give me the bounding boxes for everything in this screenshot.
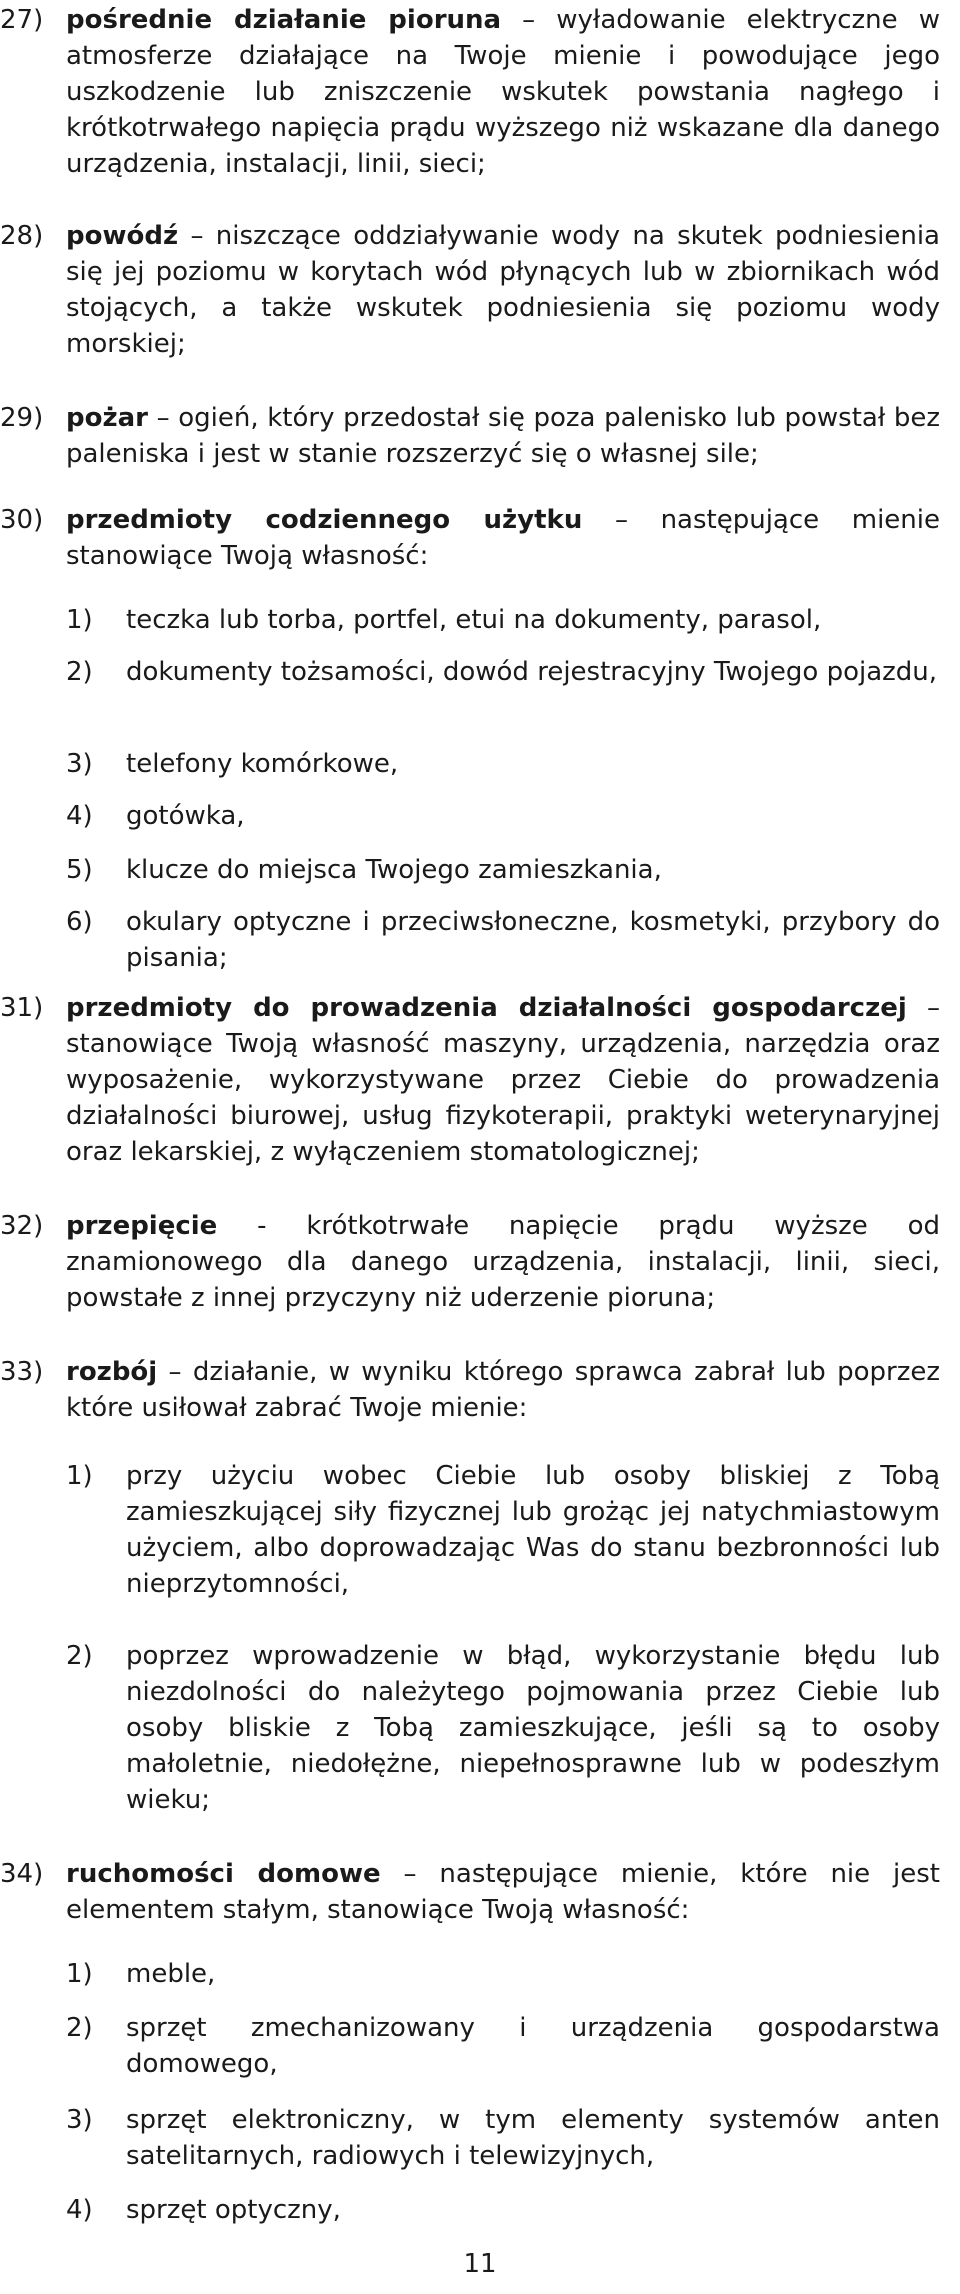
- definition-34-item-2: [66, 2010, 940, 2082]
- definition-term: przepięcie: [66, 1211, 218, 1241]
- definition-30-item-3: [66, 746, 940, 782]
- item-number: 1): [66, 605, 93, 635]
- definition-text: – następujące mienie, które nie jest elementem stałym, stanowiące Twoją własność:: [66, 1859, 940, 1925]
- definition-number: 33): [0, 1357, 44, 1387]
- definition-32: [0, 1208, 940, 1316]
- item-text: sprzęt elektroniczny, w tym elementy systemów anten satelitarnych, radiowych i telewizyjnych,: [126, 2105, 940, 2171]
- item-number: 4): [66, 801, 93, 831]
- definition-34: [0, 1856, 940, 1928]
- definition-number: 29): [0, 403, 44, 433]
- page-number: 11: [463, 2249, 497, 2279]
- definition-body: [66, 1208, 940, 1316]
- definition-term: przedmioty codziennego użytku: [66, 505, 583, 535]
- definition-body: [66, 2, 940, 182]
- definition-34-item-4: [66, 2192, 940, 2228]
- definition-text: – działanie, w wyniku którego sprawca zabrał lub poprzez które usiłował zabrać Twoje mienie:: [66, 1357, 940, 1423]
- definition-body: [66, 218, 940, 362]
- item-text: klucze do miejsca Twojego zamieszkania,: [126, 855, 662, 885]
- definition-34-item-1: [66, 1956, 940, 1992]
- definition-30-item-6: [66, 904, 940, 976]
- definition-text: – ogień, który przedostał się poza palenisko lub powstał bez paleniska i jest w stanie rozszerzyć się o własnej sile;: [66, 403, 940, 469]
- item-text: okulary optyczne i przeciwsłoneczne, kosmetyki, przybory do pisania;: [126, 907, 940, 973]
- definition-30-item-2: [66, 654, 940, 690]
- definition-number: 31): [0, 993, 44, 1023]
- definition-29: [0, 400, 940, 472]
- item-number: 1): [66, 1959, 93, 1989]
- definition-term: przedmioty do prowadzenia działalności gospodarczej: [66, 993, 907, 1023]
- definition-text: – następujące mienie stanowiące Twoją własność:: [66, 505, 940, 571]
- definition-31: [0, 990, 940, 1170]
- definition-text: - krótkotrwałe napięcie prądu wyższe od znamionowego dla danego urządzenia, instalacji, linii, sieci, powstałe z innej przyczyny niż uderzenie pioruna;: [66, 1211, 940, 1313]
- item-number: 2): [66, 657, 93, 687]
- definition-30: [0, 502, 940, 574]
- item-text: meble,: [126, 1959, 216, 1989]
- definition-30-item-5: [66, 852, 940, 888]
- item-number: 6): [66, 907, 93, 937]
- definition-number: 32): [0, 1211, 44, 1241]
- definition-number: 34): [0, 1859, 44, 1889]
- definition-34-item-3: [66, 2102, 940, 2174]
- definition-33: [0, 1354, 940, 1426]
- definition-term: pożar: [66, 403, 148, 433]
- definition-27: [0, 2, 940, 182]
- item-number: 2): [66, 1641, 93, 1671]
- item-number: 2): [66, 2013, 93, 2043]
- definition-number: 30): [0, 505, 44, 535]
- item-text: poprzez wprowadzenie w błąd, wykorzystanie błędu lub niezdolności do należytego pojmowania przez Ciebie lub osoby bliskie z Tobą zamieszkujące, jeśli są to osoby małoletnie, niedołężne, niepełnosprawne lub w podeszłym wieku;: [126, 1641, 940, 1815]
- definition-term: ruchomości domowe: [66, 1859, 381, 1889]
- item-text: telefony komórkowe,: [126, 749, 399, 779]
- item-text: sprzęt optyczny,: [126, 2195, 341, 2225]
- item-number: 3): [66, 749, 93, 779]
- definition-30-item-4: [66, 798, 940, 834]
- definition-term: pośrednie działanie pioruna: [66, 5, 502, 35]
- item-text: dokumenty tożsamości, dowód rejestracyjny Twojego pojazdu,: [126, 657, 938, 687]
- definition-text: – niszczące oddziaływanie wody na skutek podniesienia się jej poziomu w korytach wód płynących lub w zbiornikach wód stojących, a także wskutek podniesienia się poziomu wody morskiej;: [66, 221, 940, 359]
- item-text: sprzęt zmechanizowany i urządzenia gospodarstwa domowego,: [126, 2013, 940, 2079]
- definition-body: [66, 1354, 940, 1426]
- item-text: teczka lub torba, portfel, etui na dokumenty, parasol,: [126, 605, 822, 635]
- definition-term: powódź: [66, 221, 179, 251]
- definition-term: rozbój: [66, 1357, 158, 1387]
- item-number: 1): [66, 1461, 93, 1491]
- item-text: gotówka,: [126, 801, 245, 831]
- definition-33-item-1: [66, 1458, 940, 1602]
- definition-number: 28): [0, 221, 44, 251]
- definition-body: [66, 400, 940, 472]
- definition-body: [66, 1856, 940, 1928]
- definition-body: [66, 502, 940, 574]
- definition-text: – wyładowanie elektryczne w atmosferze działające na Twoje mienie i powodujące jego uszkodzenie lub zniszczenie wskutek powstania nagłego i krótkotrwałego napięcia prądu wyższego niż wskazane dla danego urządzenia, instalacji, linii, sieci;: [66, 5, 940, 179]
- definition-30-item-1: [66, 602, 940, 638]
- item-number: 3): [66, 2105, 93, 2135]
- item-text: przy użyciu wobec Ciebie lub osoby bliskiej z Tobą zamieszkującej siły fizycznej lub grożąc jej natychmiastowym użyciem, albo doprowadzając Was do stanu bezbronności lub nieprzytomności,: [126, 1461, 940, 1599]
- definition-text: – stanowiące Twoją własność maszyny, urządzenia, narzędzia oraz wyposażenie, wykorzystywane przez Ciebie do prowadzenia działalności biurowej, usług fizykoterapii, praktyki weterynaryjnej oraz lekarskiej, z wyłączeniem stomatologicznej;: [66, 993, 940, 1167]
- item-number: 4): [66, 2195, 93, 2225]
- definition-33-item-2: [66, 1638, 940, 1818]
- definition-number: 27): [0, 5, 44, 35]
- definition-body: [66, 990, 940, 1170]
- definition-28: [0, 218, 940, 362]
- item-number: 5): [66, 855, 93, 885]
